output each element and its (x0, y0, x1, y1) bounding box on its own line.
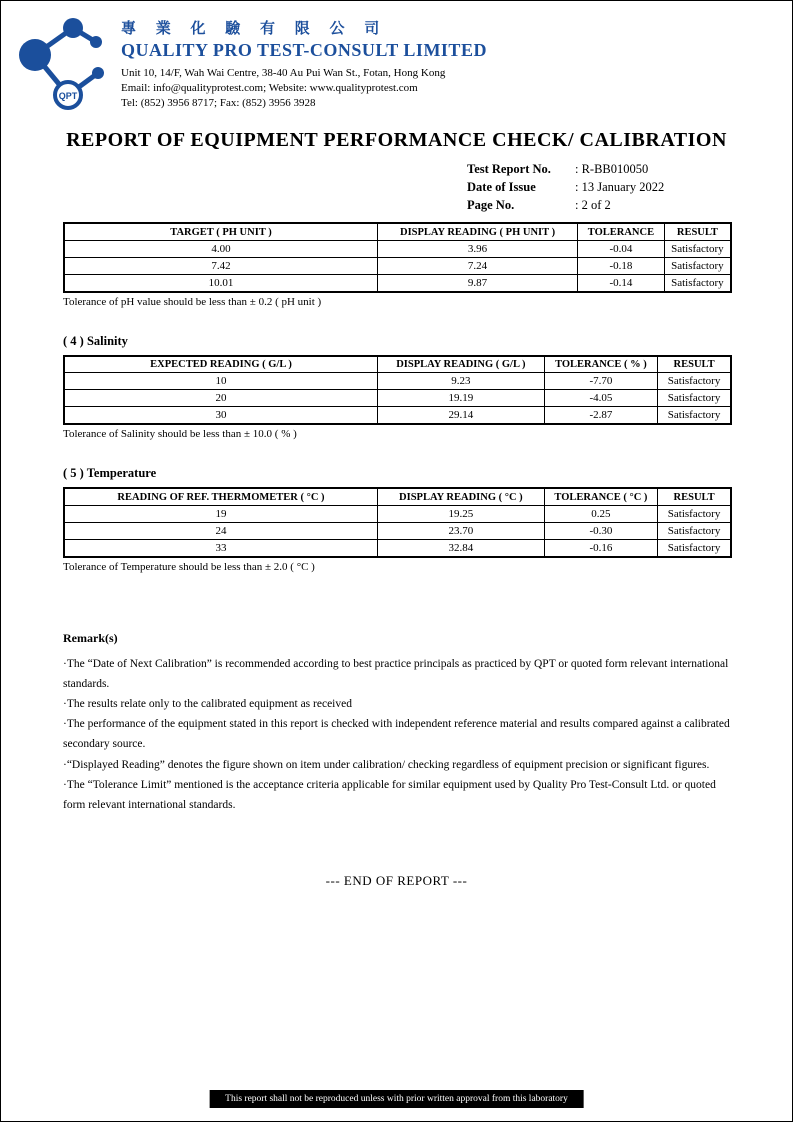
table-cell: Satisfactory (664, 257, 731, 274)
table-row (64, 407, 731, 425)
table-header-cell: RESULT (664, 223, 731, 240)
section-heading-salinity: ( 4 ) Salinity (63, 333, 128, 348)
table-header-cell: RESULT (658, 488, 731, 505)
table-header-cell: TARGET ( PH UNIT ) (64, 223, 377, 240)
table-cell: 32.84 (377, 539, 544, 557)
page-title: REPORT OF EQUIPMENT PERFORMANCE CHECK/ CALIBRATION (66, 129, 727, 151)
temperature-table (63, 487, 732, 558)
table-row (64, 373, 731, 390)
remark-item: ·The “Date of Next Calibration” is recommended according to best practice principals as practiced by QPT or quoted form relevant international standards. (63, 657, 729, 690)
footer-disclaimer: This report shall not be reproduced unless with prior written approval from this laboratory (209, 1090, 584, 1108)
report-info (467, 160, 792, 214)
table-header-cell: DISPLAY READING ( G/L ) (377, 356, 544, 373)
date-of-issue-label: Date of Issue (467, 180, 536, 195)
table-cell: 9.87 (377, 274, 577, 292)
remark-item: ·“Displayed Reading” denotes the figure shown on item under calibration/ checking regardless of equipment precision or significant figures. (63, 758, 710, 771)
table-cell: Satisfactory (658, 407, 731, 425)
table-row (64, 539, 731, 557)
remark-item: ·The “Tolerance Limit” mentioned is the acceptance criteria applicable for similar equipment used by Quality Pro Test-Consult Ltd. or quoted form relevant international standards. (63, 778, 716, 811)
table-cell: 4.00 (64, 240, 377, 257)
table-row (64, 257, 731, 274)
ph-calibration-table (63, 222, 732, 293)
molecule-logo-icon (11, 11, 111, 113)
remark-item: ·The performance of the equipment stated in this report is checked with independent reference material and results compared against a calibrated secondary source. (63, 718, 730, 751)
table-cell: -0.16 (544, 539, 657, 557)
logo-text: QPT (58, 91, 78, 101)
table-cell: -7.70 (544, 373, 657, 390)
letterhead-text (121, 11, 487, 113)
table-header-cell: READING OF REF. THERMOMETER ( °C ) (64, 488, 377, 505)
table-cell: -0.18 (578, 257, 665, 274)
table-header-row (64, 356, 731, 373)
company-logo (11, 11, 111, 113)
table-cell: Satisfactory (658, 539, 731, 557)
table-cell: 33 (64, 539, 377, 557)
page-number-row (467, 196, 792, 214)
table-cell: -0.04 (578, 240, 665, 257)
page-number-value: : 2 of 2 (575, 198, 611, 213)
table-header-cell: DISPLAY READING ( PH UNIT ) (377, 223, 577, 240)
table-cell: 20 (64, 390, 377, 407)
table-cell: 10 (64, 373, 377, 390)
table-cell: Satisfactory (664, 240, 731, 257)
table-header-row (64, 488, 731, 505)
table-cell: 29.14 (377, 407, 544, 425)
table-header-row (64, 223, 731, 240)
table-cell: Satisfactory (658, 505, 731, 522)
table-row (64, 240, 731, 257)
table-cell: 0.25 (544, 505, 657, 522)
report-number-label: Test Report No. (467, 162, 551, 176)
table-cell: 7.24 (377, 257, 577, 274)
report-number-row (467, 160, 792, 178)
report-number-value: : R-BB010050 (575, 162, 649, 176)
table-cell: 19 (64, 505, 377, 522)
table-cell: 24 (64, 522, 377, 539)
table-cell: 3.96 (377, 240, 577, 257)
table-cell: 19.25 (377, 505, 544, 522)
table-cell: 7.42 (64, 257, 377, 274)
table-row (64, 274, 731, 292)
date-of-issue-row (467, 178, 792, 196)
company-address: Unit 10, 14/F, Wah Wai Centre, 38-40 Au Pui Wan St., Fotan, Hong Kong (121, 67, 446, 79)
company-name-chinese: 專 業 化 驗 有 限 公 司 (121, 21, 388, 37)
table-header-cell: TOLERANCE ( % ) (544, 356, 657, 373)
table-row (64, 505, 731, 522)
table-cell: 23.70 (377, 522, 544, 539)
remarks-section (63, 631, 730, 815)
company-tel-fax: Tel: (852) 3956 8717; Fax: (852) 3956 3928 (121, 96, 316, 109)
table-cell: Satisfactory (658, 390, 731, 407)
table-cell: -4.05 (544, 390, 657, 407)
salinity-tolerance-note: Tolerance of Salinity should be less than ± 10.0 ( % ) (63, 428, 297, 441)
company-name-english: QUALITY PRO TEST-CONSULT LIMITED (121, 40, 487, 60)
table-header-cell: EXPECTED READING ( G/L ) (64, 356, 377, 373)
remark-item: ·The results relate only to the calibrated equipment as received (63, 698, 352, 711)
section-heading-temperature: ( 5 ) Temperature (63, 466, 157, 481)
table-header-cell: TOLERANCE ( °C ) (544, 488, 657, 505)
page-number-label: Page No. (467, 198, 515, 213)
end-of-report-marker: --- END OF REPORT --- (325, 872, 468, 888)
table-header-cell: DISPLAY READING ( °C ) (377, 488, 544, 505)
temperature-tolerance-note: Tolerance of Temperature should be less than ± 2.0 ( °C ) (63, 560, 315, 573)
company-email-website: Email: info@qualityprotest.com; Website: www.qualityprotest.com (121, 81, 418, 94)
table-cell: 10.01 (64, 274, 377, 292)
salinity-table (63, 355, 732, 426)
table-header-cell: RESULT (658, 356, 731, 373)
date-of-issue-value: : 13 January 2022 (575, 180, 665, 195)
table-cell: Satisfactory (658, 522, 731, 539)
letterhead (1, 1, 792, 113)
table-header-cell: TOLERANCE (578, 223, 665, 240)
table-cell: -0.30 (544, 522, 657, 539)
ph-tolerance-note: Tolerance of pH value should be less than ± 0.2 ( pH unit ) (63, 295, 322, 308)
table-cell: Satisfactory (664, 274, 731, 292)
table-cell: 19.19 (377, 390, 544, 407)
table-cell: 9.23 (377, 373, 544, 390)
table-cell: 30 (64, 407, 377, 425)
table-cell: -2.87 (544, 407, 657, 425)
remarks-heading: Remark(s) (63, 630, 118, 645)
table-row (64, 522, 731, 539)
table-cell: Satisfactory (658, 373, 731, 390)
table-cell: -0.14 (578, 274, 665, 292)
table-row (64, 390, 731, 407)
